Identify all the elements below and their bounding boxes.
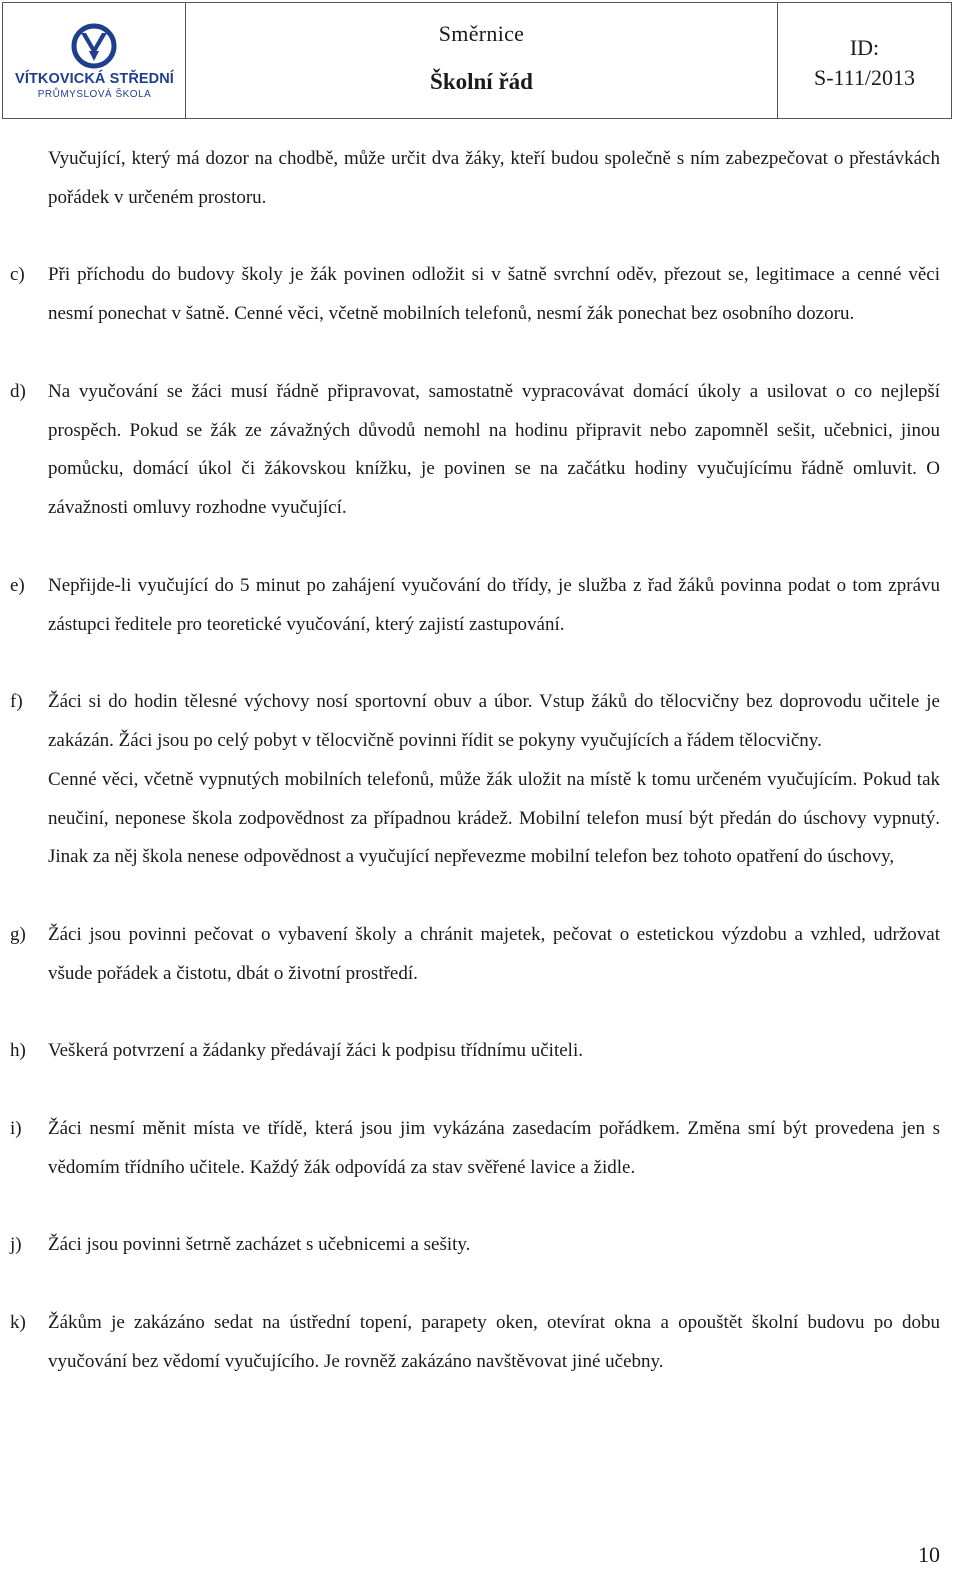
list-item-text: Veškerá potvrzení a žádanky předávají žáci k podpisu třídnímu učiteli. [48, 1040, 583, 1062]
list-marker: g) [10, 923, 26, 945]
id-value: S-111/2013 [813, 65, 916, 90]
school-name: VÍTKOVICKÁ STŘEDNÍ [15, 71, 174, 87]
list-item-text: Žáci nesmí měnit místa ve třídě, která jsou jim vykázána zasedacím pořádkem. Změna smí být provedena jen s vědomím třídního učitele. Každý žák odpovídá za stav svěřené lavice a židle. [48, 1117, 940, 1178]
list-item-text: Při příchodu do budovy školy je žák povinen odložit si v šatně svrchní oděv, přezout se, legitimace a cenné věci nesmí ponechat v šatně. Cenné věci, včetně mobilních telefonů, nesmí žák ponechat bez osobního dozoru. [48, 264, 940, 325]
page-number: 10 [918, 1542, 940, 1567]
list-item-i [0, 1110, 960, 1188]
list-item-e [0, 567, 960, 645]
list-item-text: Na vyučování se žáci musí řádně připravovat, samostatně vypracovávat domácí úkoly a usilovat o co nejlepší prospěch. Pokud se žák ze závažných důvodů nemohl na hodinu připravit nebo zapomněl sešit, učebnici, jinou pomůcku, domácí úkol či žákovskou knížku, je povinen se na začátku hodiny vyučujícímu řádně omluvit. O závažnosti omluvy rozhodne vyučující. [48, 380, 940, 519]
id-cell [778, 3, 951, 118]
list-item-h [0, 1032, 960, 1071]
list-marker: i) [10, 1117, 22, 1139]
list-marker: j) [10, 1234, 22, 1256]
document-type: Směrnice [438, 21, 525, 46]
intro-text: Vyučující, který má dozor na chodbě, může určit dva žáky, kteří budou společně s ním zabezpečovat o přestávkách pořádek v určeném prostoru. [48, 148, 940, 208]
list-item-k [0, 1304, 960, 1382]
list-marker: e) [10, 574, 25, 596]
logo-cell [3, 3, 186, 118]
list-item-f [0, 683, 960, 877]
list-marker: d) [10, 380, 26, 402]
school-subtitle: PRŮMYSLOVÁ ŠKOLA [37, 89, 152, 100]
document-header [2, 2, 952, 119]
list-item-j [0, 1226, 960, 1265]
id-label: ID: [849, 35, 880, 60]
list-marker: c) [10, 264, 25, 286]
list-marker: k) [10, 1311, 26, 1333]
list-item-c [0, 256, 960, 334]
list-item-text: Cenné věci, včetně vypnutých mobilních telefonů, může žák uložit na místě k tomu určeném vyučujícím. Pokud tak neučiní, neponese škola zodpovědnost za případnou krádež. Mobilní telefon musí být předán do úschovy vypnutý. Jinak za něj škola nenese odpovědnost a vyučující nepřevezme mobilní telefon bez tohoto opatření do úschovy, [48, 768, 940, 868]
document-title: Školní řád [430, 69, 533, 94]
list-item-g [0, 916, 960, 994]
intro-paragraph [0, 140, 960, 218]
document-body [0, 140, 960, 1420]
list-marker: f) [10, 691, 23, 713]
list-item-text: Žáci jsou povinni šetrně zacházet s učebnicemi a sešity. [48, 1234, 471, 1256]
list-item-text: Žáci jsou povinni pečovat o vybavení školy a chránit majetek, pečovat o estetickou výzdobu a vzhled, udržovat všude pořádek a čistotu, dbát o životní prostředí. [48, 923, 940, 984]
school-logo-icon [69, 23, 119, 69]
title-cell [186, 3, 778, 118]
list-item-text: Žáci si do hodin tělesné výchovy nosí sportovní obuv a úbor. Vstup žáků do tělocvičny bez doprovodu učitele je zakázán. Žáci jsou po celý pobyt v tělocvičně povinni řídit se pokyny vyučujících a řádem tělocvičny. [48, 691, 940, 751]
list-item-text: Žákům je zakázáno sedat na ústřední topení, parapety oken, otevírat okna a opouštět školní budovu po dobu vyučování bez vědomí vyučujícího. Je rovněž zakázáno navštěvovat jiné učebny. [48, 1311, 940, 1372]
list-item-d [0, 373, 960, 528]
list-marker: h) [10, 1040, 26, 1062]
list-item-text: Nepřijde-li vyučující do 5 minut po zahájení vyučování do třídy, je služba z řad žáků povinna podat o tom zprávu zástupci ředitele pro teoretické vyučování, který zajistí zastupování. [48, 574, 940, 635]
